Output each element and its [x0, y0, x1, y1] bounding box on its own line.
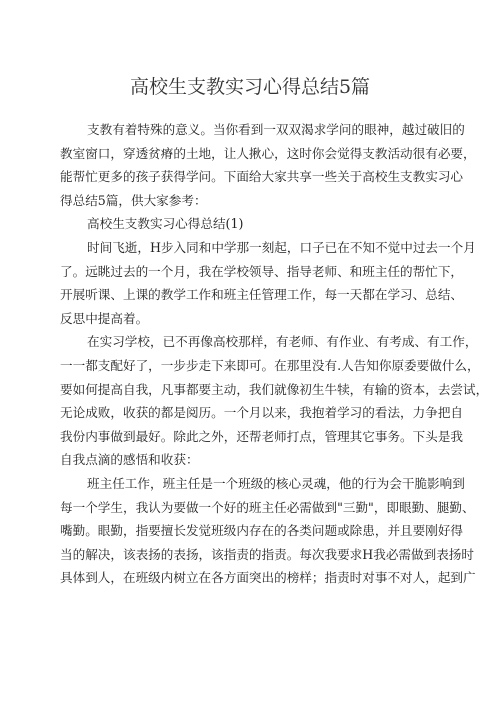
text-line: 每一个学生，我认为要做一个好的班主任必需做到"三勤"，即眼勤、腿勤、	[60, 499, 475, 515]
text-line: 支教有着特殊的意义。当你看到一双双渴求学问的眼神，越过破旧的	[87, 122, 465, 137]
text-line: 无论成败，收获的都是阅历。一个月以来，我抱着学习的看法，力争把自	[60, 405, 463, 421]
text-line: 班主任工作，班主任是一个班级的核心灵魂，他的行为会干脆影响到	[87, 475, 465, 491]
text-line: 要如何提高自我，凡事都要主动，我们就像初生牛犊，有输的资本，去尝试，	[60, 381, 489, 397]
text-line: 自我点滴的感悟和收获：	[60, 452, 199, 468]
document-body	[60, 118, 489, 590]
text-line: 我份内事做到最好。除此之外，还帮老师打点，管理其它事务。下头是我	[60, 428, 463, 444]
text-line: 当的解决，该表扬的表扬，该指责的指责。每次我要求H我必需做到表扬时	[60, 546, 474, 562]
text-line: 能帮忙更多的孩子获得学问。下面给大家共享一些关于高校生支教实习心	[60, 169, 463, 185]
text-line: 了。远眺过去的一个月，我在学校领导、指导老师、和班主任的帮忙下，	[60, 263, 463, 279]
document-title: 高校生支教实习心得总结5篇	[129, 76, 371, 98]
text-line: 教室窗口，穿透贫瘠的土地，让人揪心，这时你会觉得支教活动很有必要，	[60, 145, 476, 161]
text-line: 反思中提高着。	[60, 310, 149, 326]
text-line: 高校生支教实习心得总结(1)	[87, 216, 244, 232]
text-line: 嘴勤。眼勤，指要擅长发觉班级内存在的各类问题或除患，并且要刚好得	[60, 523, 463, 539]
text-line: 具体到人，在班级内树立在各方面突出的榜样；指责时对事不对人，起到广	[60, 570, 476, 586]
text-line: 得总结5篇，供大家参考：	[60, 192, 207, 208]
text-line: 一一都支配好了，一步步走下来即可。在那里没有.人告知你原委要做什么，	[60, 357, 480, 373]
text-line: 在实习学校，已不再像高校那样，有老师、有作业、有考成、有工作，	[87, 334, 478, 350]
text-line: 时间飞逝，H步入同和中学那一刻起，口子已在不知不觉中过去一个月	[87, 239, 476, 255]
text-line: 开展听课、上课的教学工作和班主任管理工作，每一天都在学习、总结、	[60, 287, 463, 303]
